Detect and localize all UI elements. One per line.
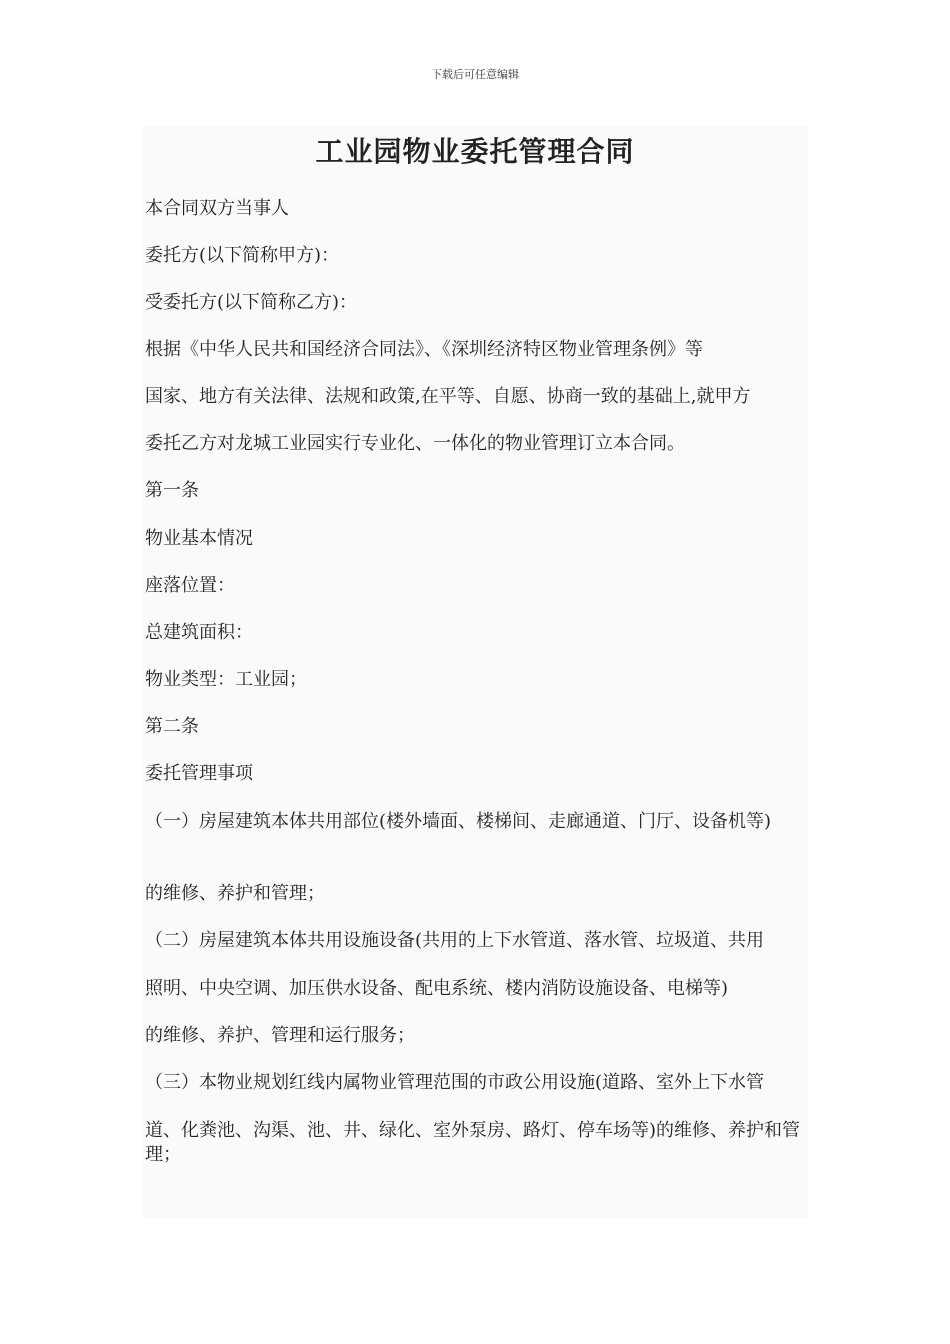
paragraph-line: （二）房屋建筑本体共用设施设备(共用的上下水管道、落水管、垃圾道、共用 <box>145 930 765 951</box>
paragraph-line: 受委托方(以下简称乙方)： <box>145 292 358 313</box>
paragraph-line: 委托乙方对龙城工业园实行专业化、一体化的物业管理订立本合同。 <box>145 433 685 454</box>
section-heading: 委托管理事项 <box>145 763 253 784</box>
paragraph-line: 照明、中央空调、加压供水设备、配电系统、楼内消防设施设备、电梯等) <box>145 978 729 999</box>
paragraph-line: 总建筑面积： <box>145 622 253 643</box>
paragraph-line: 道、化粪池、沟渠、池、井、绿化、室外泵房、路灯、停车场等)的维修、养护和管理； <box>145 1120 801 1165</box>
paragraph-line: 座落位置： <box>145 575 235 596</box>
document-title: 工业园物业委托管理合同 <box>315 135 635 168</box>
paragraph-line: 国家、地方有关法律、法规和政策,在平等、自愿、协商一致的基础上,就甲方 <box>145 386 751 407</box>
paragraph-line: 委托方(以下简称甲方)： <box>145 245 340 266</box>
paragraph-line: 根据《中华人民共和国经济合同法》、《深圳经济特区物业管理条例》等 <box>145 339 703 360</box>
paragraph-line: 的维修、养护和管理； <box>145 883 325 904</box>
paragraph-line: （三）本物业规划红线内属物业管理范围的市政公用设施(道路、室外上下水管 <box>145 1072 765 1093</box>
paragraph-line: （一）房屋建筑本体共用部位(楼外墙面、楼梯间、走廊通道、门厅、设备机等) <box>145 811 772 832</box>
paragraph-line: 的维修、养护、管理和运行服务； <box>145 1025 415 1046</box>
paragraph-line: 本合同双方当事人 <box>145 198 289 219</box>
paragraph-line: 物业类型：工业园； <box>145 669 307 690</box>
section-heading: 物业基本情况 <box>145 528 253 549</box>
header-note: 下载后可任意编辑 <box>431 68 519 81</box>
article-heading: 第一条 <box>145 480 199 501</box>
article-heading: 第二条 <box>145 716 199 737</box>
